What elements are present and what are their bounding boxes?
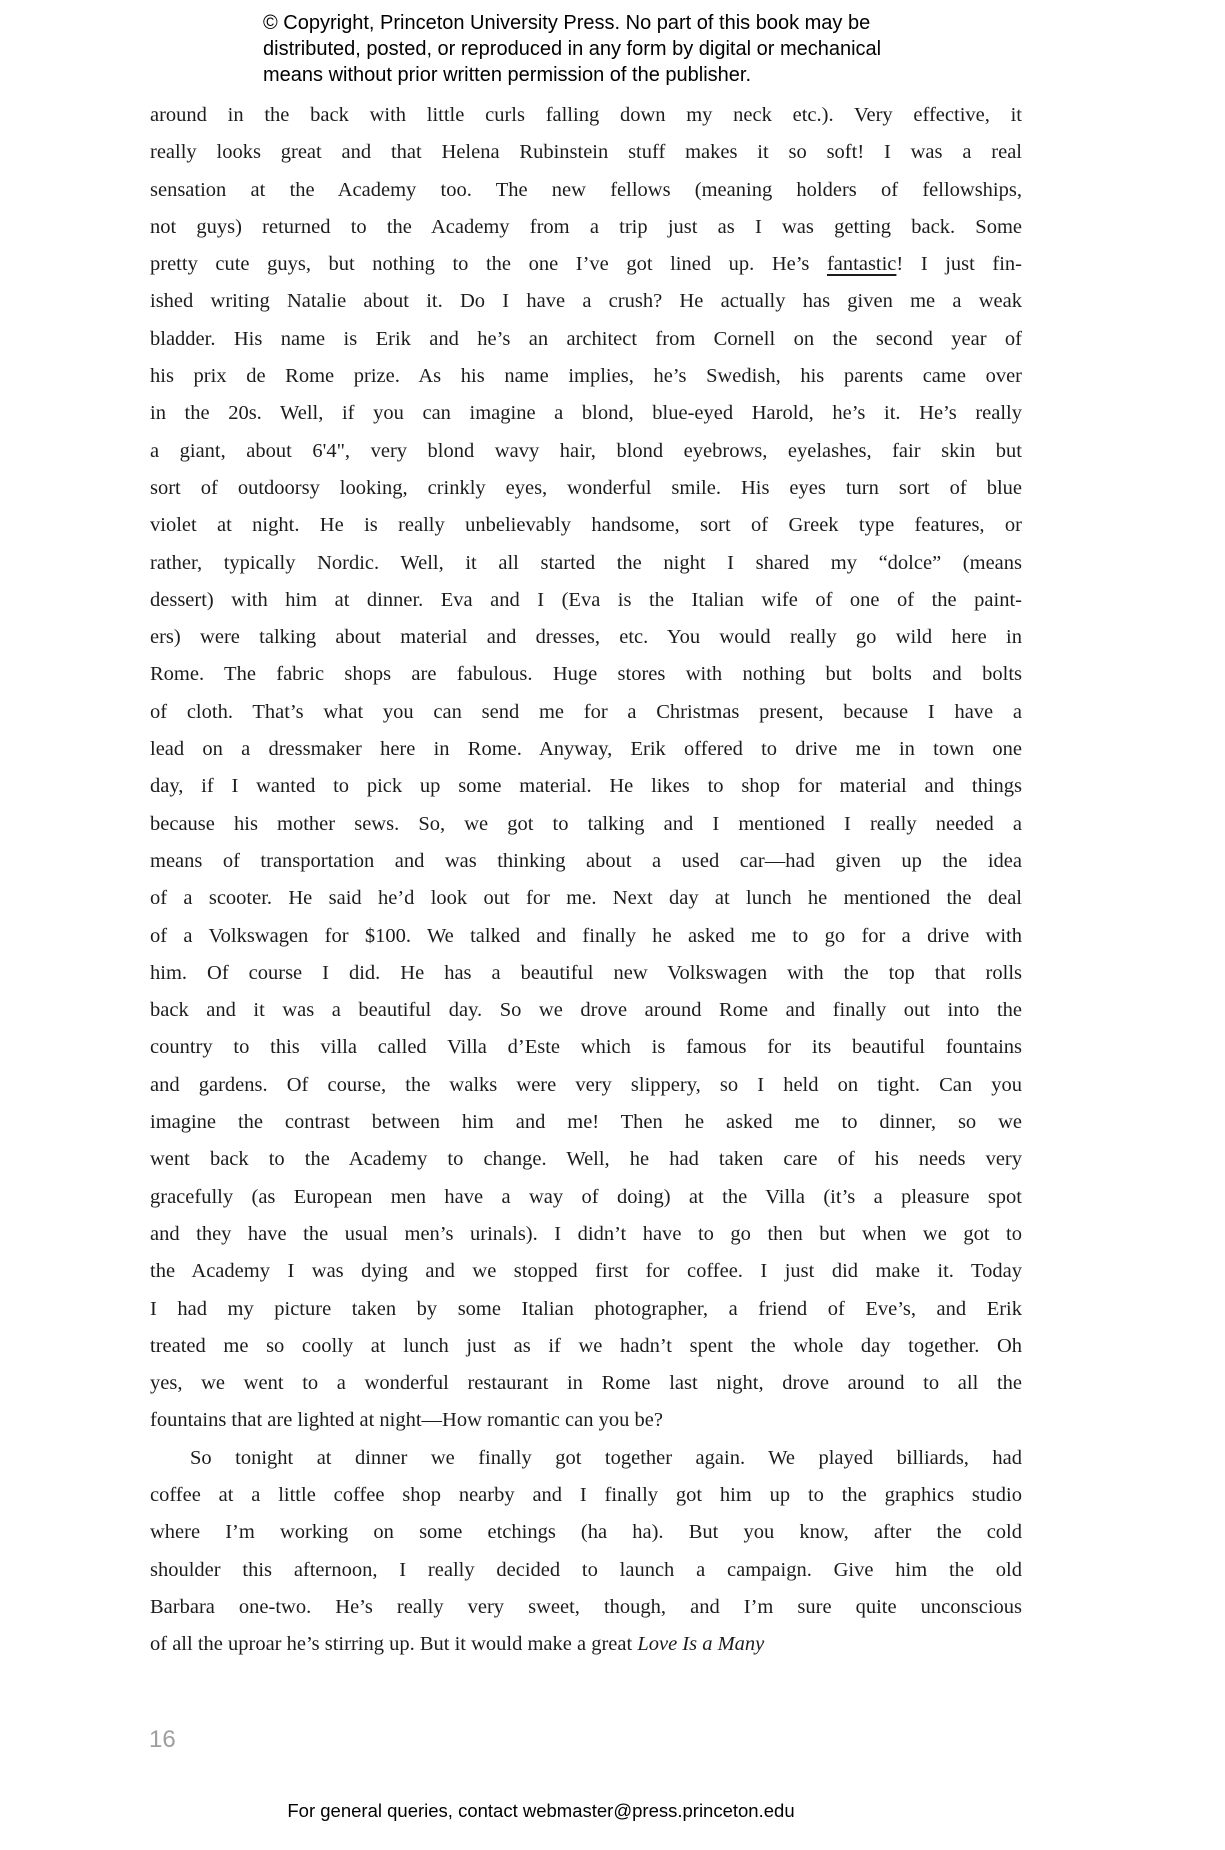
text-segment: because his mother sews. So, we got to talking and I mentioned I really needed a: [150, 812, 1022, 835]
text-segment: bladder. His name is Erik and he’s an architect from Cornell on the second year of: [150, 327, 1022, 350]
text-segment: Barbara one-two. He’s really very sweet, though, and I’m sure quite unconscious: [150, 1595, 1022, 1618]
text-line: [150, 1291, 1022, 1328]
text-segment: day, if I wanted to pick up some material. He likes to shop for material and things: [150, 775, 1022, 798]
text-segment: of cloth. That’s what you can send me for a Christmas present, because I have a: [150, 700, 1022, 723]
text-segment: violet at night. He is really unbelievably handsome, sort of Greek type features, or: [150, 514, 1022, 537]
text-line: [150, 806, 1022, 843]
text-line: [150, 1253, 1022, 1290]
text-line: [150, 656, 1022, 693]
footer-query-text: For general queries, contact webmaster@press.princeton.edu: [287, 1800, 795, 1821]
text-segment: went back to the Academy to change. Well, he had taken care of his needs very: [150, 1148, 1022, 1171]
text-line: [150, 843, 1022, 880]
text-line: [150, 1402, 1022, 1439]
text-line: [150, 172, 1022, 209]
text-segment: coffee at a little coffee shop nearby and I finally got him up to the graphics studio: [150, 1483, 1022, 1506]
text-segment: country to this villa called Villa d’Este which is famous for its beautiful fountains: [150, 1036, 1022, 1059]
text-line: [150, 1328, 1022, 1365]
text-line: [150, 395, 1022, 432]
text-line: [150, 1626, 1022, 1663]
text-line: [150, 768, 1022, 805]
text-segment: shoulder this afternoon, I really decided to launch a campaign. Give him the old: [150, 1558, 1022, 1581]
text-line: [150, 955, 1022, 992]
text-line: [150, 1440, 1022, 1477]
italic-text: Love Is a Many: [637, 1633, 765, 1656]
text-line: [150, 918, 1022, 955]
text-segment: and gardens. Of course, the walks were very slippery, so I held on tight. Can you: [150, 1073, 1022, 1096]
text-segment: a giant, about 6'4", very blond wavy hair, blond eyebrows, eyelashes, fair skin but: [150, 439, 1022, 462]
text-line: [150, 321, 1022, 358]
text-line: [150, 433, 1022, 470]
text-line: [150, 1365, 1022, 1402]
text-segment: treated me so coolly at lunch just as if we hadn’t spent the whole day together. Oh: [150, 1334, 1022, 1357]
text-line: [150, 134, 1022, 171]
text-line: [150, 1216, 1022, 1253]
copyright-line: © Copyright, Princeton University Press. No part of this book may be: [263, 12, 871, 34]
text-segment: dessert) with him at dinner. Eva and I (Eva is the Italian wife of one of the paint-: [150, 588, 1022, 611]
text-line: [150, 470, 1022, 507]
copyright-line: means without prior written permission of the publisher.: [263, 64, 752, 86]
text-segment: where I’m working on some etchings (ha ha). But you know, after the cold: [150, 1521, 1022, 1544]
text-segment: sensation at the Academy too. The new fellows (meaning holders of fellowships,: [150, 178, 1022, 201]
text-line: [150, 1589, 1022, 1626]
text-line: [150, 1141, 1022, 1178]
text-line: [150, 1067, 1022, 1104]
text-line: [150, 619, 1022, 656]
text-segment: him. Of course I did. He has a beautiful new Volkswagen with the top that rolls: [150, 961, 1022, 984]
text-segment: ers) were talking about material and dresses, etc. You would really go wild here in: [150, 626, 1022, 649]
text-line: [150, 209, 1022, 246]
text-segment: I had my picture taken by some Italian photographer, a friend of Eve’s, and Erik: [150, 1297, 1022, 1320]
text-line: [150, 358, 1022, 395]
underlined-text: fantastic: [826, 253, 897, 276]
copyright-line: distributed, posted, or reproduced in any form by digital or mechanical: [263, 38, 882, 60]
text-line: [150, 731, 1022, 768]
text-line: [150, 97, 1022, 134]
text-line: [150, 1029, 1022, 1066]
text-segment: lead on a dressmaker here in Rome. Anyway, Erik offered to drive me in town one: [150, 738, 1022, 761]
text-segment: sort of outdoorsy looking, crinkly eyes, wonderful smile. His eyes turn sort of blue: [150, 476, 1022, 499]
text-segment: imagine the contrast between him and me! Then he asked me to dinner, so we: [150, 1111, 1022, 1134]
text-segment: not guys) returned to the Academy from a trip just as I was getting back. Some: [150, 215, 1022, 238]
text-segment: of a scooter. He said he’d look out for me. Next day at lunch he mentioned the deal: [150, 887, 1022, 910]
text-segment: the Academy I was dying and we stopped first for coffee. I just did make it. Today: [150, 1260, 1022, 1283]
text-line: [150, 1179, 1022, 1216]
text-line: [150, 507, 1022, 544]
text-line: [150, 1477, 1022, 1514]
text-segment: Rome. The fabric shops are fabulous. Huge stores with nothing but bolts and bolts: [150, 663, 1022, 686]
body-text: [150, 97, 1022, 1663]
text-line: [150, 1552, 1022, 1589]
text-line: [150, 1514, 1022, 1551]
text-segment: of all the uproar he’s stirring up. But it would make a great: [150, 1633, 638, 1656]
text-segment: really looks great and that Helena Rubinstein stuff makes it so soft! I was a real: [150, 141, 1022, 164]
text-line: [150, 992, 1022, 1029]
text-segment: fountains that are lighted at night—How romantic can you be?: [150, 1409, 663, 1432]
text-line: [150, 283, 1022, 320]
text-segment: gracefully (as European men have a way of doing) at the Villa (it’s a pleasure spot: [150, 1185, 1022, 1208]
text-line: [150, 246, 1022, 283]
text-segment: in the 20s. Well, if you can imagine a blond, blue-eyed Harold, he’s it. He’s really: [150, 402, 1022, 425]
text-line: [150, 582, 1022, 619]
text-segment: of a Volkswagen for $100. We talked and finally he asked me to go for a drive with: [150, 924, 1022, 947]
text-segment: So tonight at dinner we finally got together again. We played billiards, had: [190, 1446, 1022, 1469]
text-segment: his prix de Rome prize. As his name implies, he’s Swedish, his parents came over: [150, 365, 1022, 388]
text-segment: ! I just fin-: [896, 253, 1022, 276]
page-number: 16: [149, 1726, 176, 1753]
text-segment: and they have the usual men’s urinals). I didn’t have to go then but when we got to: [150, 1222, 1022, 1245]
copyright-notice: [263, 10, 881, 88]
text-segment: yes, we went to a wonderful restaurant in Rome last night, drove around to all the: [150, 1372, 1022, 1395]
text-line: [150, 1104, 1022, 1141]
text-line: [150, 880, 1022, 917]
text-segment: around in the back with little curls falling down my neck etc.). Very effective, it: [150, 104, 1022, 126]
text-segment: ished writing Natalie about it. Do I have a crush? He actually has given me a weak: [150, 290, 1022, 313]
text-segment: back and it was a beautiful day. So we drove around Rome and finally out into the: [150, 999, 1022, 1022]
text-line: [150, 694, 1022, 731]
text-segment: means of transportation and was thinking about a used car—had given up the idea: [150, 849, 1022, 872]
text-segment: rather, typically Nordic. Well, it all started the night I shared my “dolce” (means: [150, 551, 1022, 574]
text-segment: pretty cute guys, but nothing to the one I’ve got lined up. He’s: [150, 253, 827, 276]
text-line: [150, 545, 1022, 582]
